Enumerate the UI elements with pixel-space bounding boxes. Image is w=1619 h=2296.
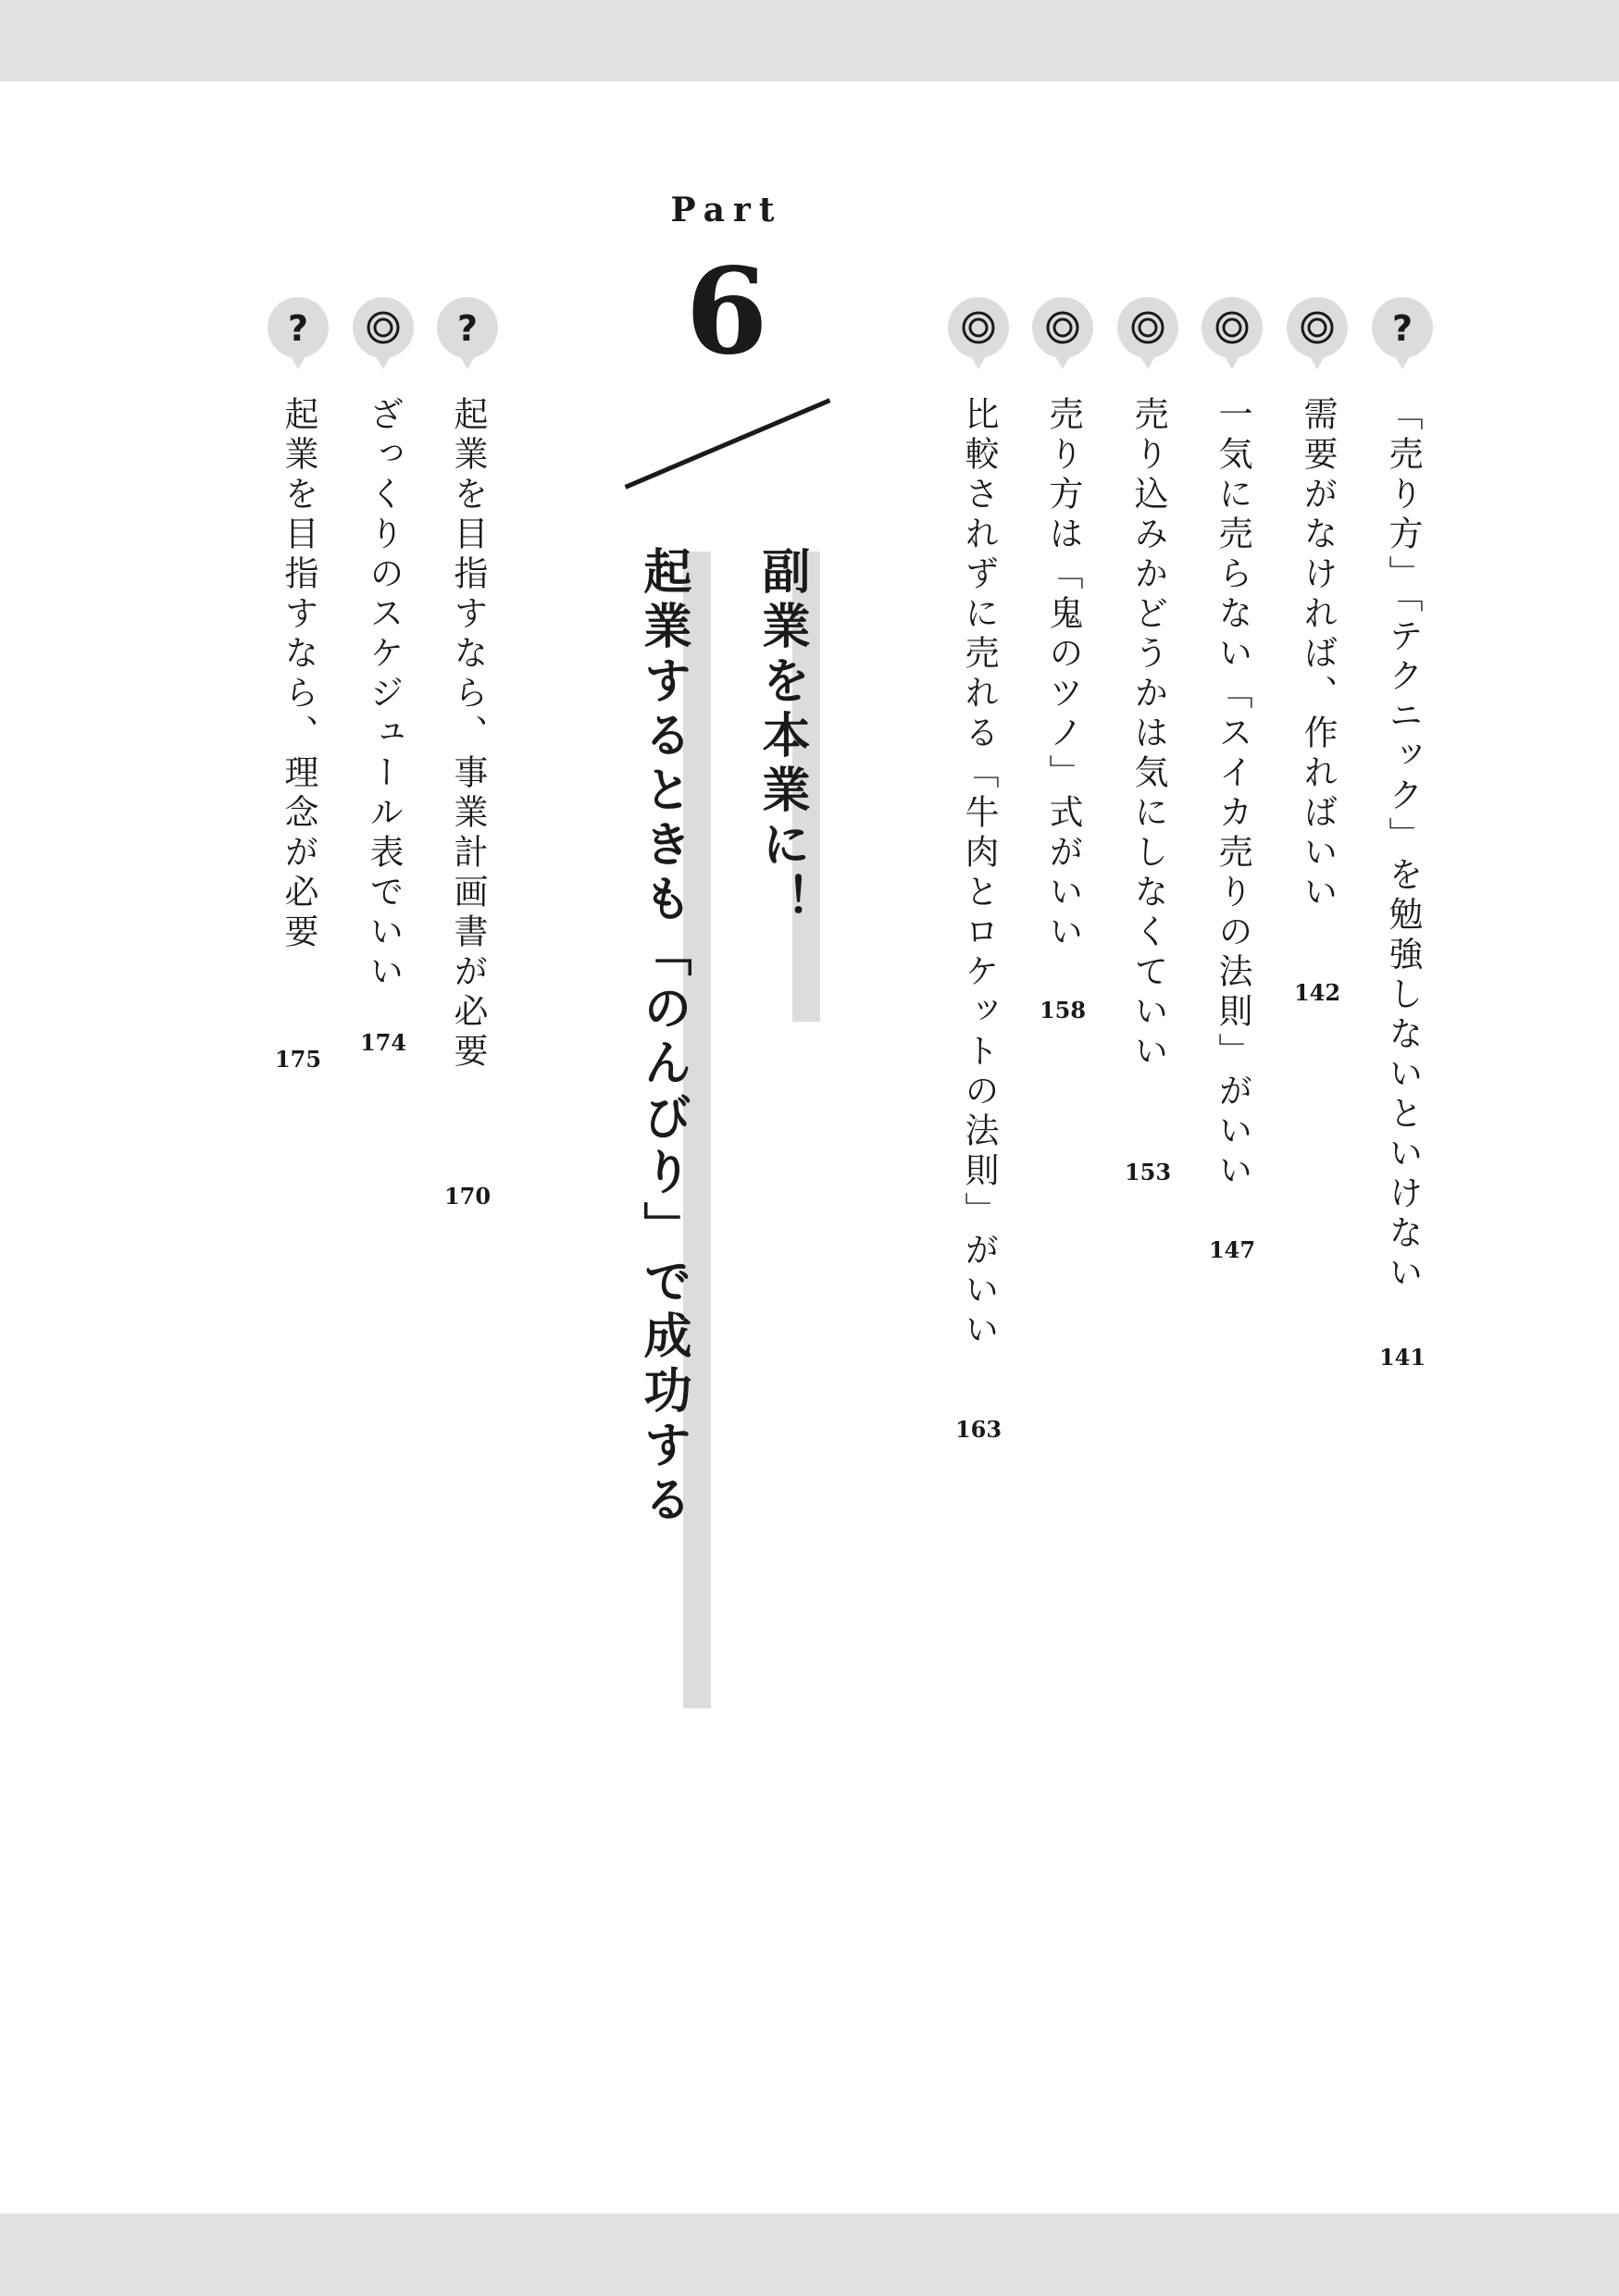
toc-badge (437, 297, 498, 358)
toc-entry-text: 一気に売らない「スイカ売りの法則」がいい (1213, 396, 1252, 1192)
toc-page-number: 158 (1039, 997, 1087, 1024)
toc-page-number: 147 (1208, 1236, 1256, 1263)
toc-page-number: 174 (359, 1029, 407, 1056)
double-circle-icon (365, 309, 402, 346)
toc-badge (1117, 297, 1178, 358)
toc-entry-text: 比較されずに売れる「牛肉とロケットの法則」がいい (959, 396, 999, 1351)
double-circle-icon (1299, 309, 1336, 346)
toc-badge (1287, 297, 1348, 358)
toc-page-number: 141 (1378, 1344, 1426, 1371)
toc-page-number: 170 (443, 1183, 492, 1210)
toc-badge (353, 297, 414, 358)
bottom-margin-band (0, 2214, 1619, 2296)
toc-entry-text: 売り込みかどうかは気にしなくていい (1128, 396, 1168, 1073)
toc-badge (268, 297, 329, 358)
toc-badge (1372, 297, 1433, 358)
toc-badge (948, 297, 1009, 358)
toc-page-number: 153 (1124, 1159, 1172, 1185)
question-icon: ? (456, 308, 479, 349)
toc-page-number: 142 (1293, 979, 1341, 1006)
toc-badge (1032, 297, 1093, 358)
toc-badge (1202, 297, 1263, 358)
toc-entry-text: 起業を目指すなら、事業計画書が必要 (448, 396, 488, 1073)
divider-slash (625, 398, 831, 489)
toc-entry-text: 「売り方」「テクニック」を勉強しないといけない (1383, 396, 1423, 1295)
double-circle-icon (1044, 309, 1081, 346)
toc-page-number: 163 (954, 1416, 1003, 1443)
double-circle-icon (960, 309, 997, 346)
toc-entry-text: 売り方は「鬼のツノ」式がいい (1043, 396, 1083, 953)
double-circle-icon (1214, 309, 1251, 346)
question-icon: ? (287, 308, 309, 349)
top-margin-band (0, 0, 1619, 81)
toc-entry-text: 起業を目指すなら、理念が必要 (279, 396, 318, 953)
chapter-title-line-2: 起業するときも「のんびり」で成功する (635, 546, 691, 1529)
double-circle-icon (1129, 309, 1166, 346)
part-number: 6 (685, 242, 768, 381)
part-label: Part (670, 191, 783, 230)
question-icon: ? (1391, 308, 1414, 349)
toc-entry-text: 需要がなければ、作ればいい (1298, 396, 1338, 913)
chapter-title-line-1: 副業を本業に！ (753, 546, 809, 928)
toc-entry-text: ざっくりのスケジュール表でいい (364, 396, 404, 993)
toc-page-number: 175 (274, 1046, 322, 1073)
